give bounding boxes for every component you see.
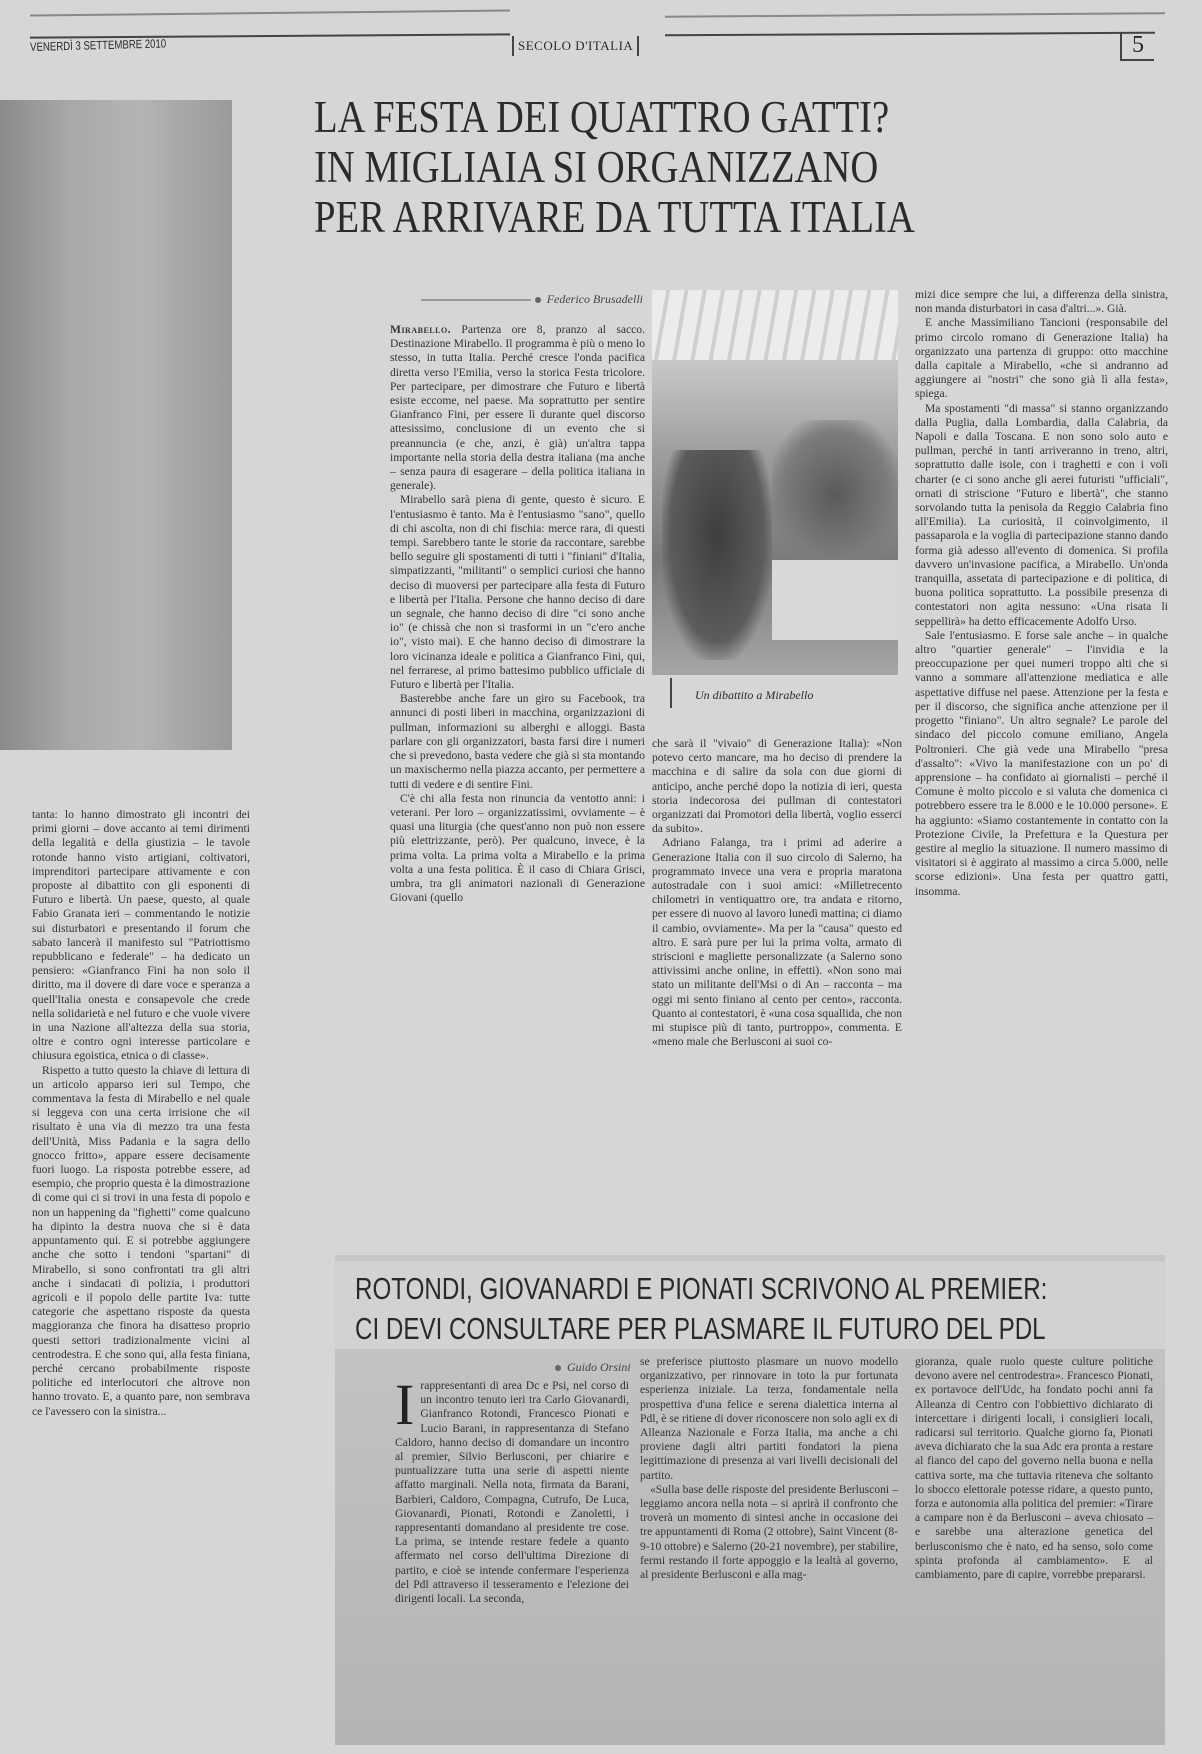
boxed-article-column-3 bbox=[915, 1355, 1153, 1582]
masthead-rule-top bbox=[30, 9, 510, 16]
paragraph: E anche Massimiliano Tancioni (responsabile del primo circolo romano di Generazione Italia) ha organizzato una partenza di gruppo: otto macchine dalla capitale a Mirabello, «che si andranno ad aggiungere ai "nostri" che sono già lì alla festa», spiega. bbox=[915, 316, 1168, 401]
boxed-article bbox=[335, 1255, 1165, 1745]
boxed-article-column-2 bbox=[640, 1355, 898, 1582]
byline bbox=[385, 292, 643, 307]
main-article-column-1 bbox=[390, 323, 645, 905]
boxed-article-header bbox=[335, 1261, 1165, 1349]
paper-name: SECOLO D'ITALIA bbox=[512, 36, 639, 56]
caption-rule bbox=[670, 678, 672, 708]
paragraph: Basterebbe anche fare un giro su Facebook, tra annunci di posti liberi in macchina, organizzazioni di pullman, informazioni su alberghi e alloggi. Basta parlare con gli organizzatori, basta farsi dire i numeri che si prevedono, basta vedere che già si sta montando un maxischermo nella piazza accanto, per permettere a tutti di vedere e di sentire Fini. bbox=[390, 692, 645, 791]
left-article-column bbox=[32, 808, 250, 1419]
photo-tent-roof bbox=[652, 290, 898, 360]
paragraph: Mirabello sarà piena di gente, questo è sicuro. E l'entusiasmo è tanto. Ma è l'entusiasmo "sano", quello di chi ascolta, non di chi fischia: merce rara, di questi tempi. Sarebbero tante le storie da raccontare, sarebbe bello seguire gli spostamenti di tutti i "finiani" d'Italia, simpatizzanti, "militanti" o semplici curiosi che hanno deciso di muoversi per partecipare alla festa di Futuro e libertà per l'Italia. Persone che hanno deciso di dare un segnale, che hanno deciso di dire "ci sono anche io" (e chissà che non si trasformi in un "c'ero anche io", visto mai). E che hanno deciso di dimostrare la loro vicinanza ideale e politica a Gianfranco Fini, qui, nel ferrarese, al primo battesimo pubblico ufficiale di Futuro e libertà per l'Italia. bbox=[390, 493, 645, 692]
paragraph: mizi dice sempre che lui, a differenza della sinistra, non manda disturbatori in casa d'altri...». Già. bbox=[915, 288, 1168, 316]
photo-speaker bbox=[662, 450, 772, 660]
paragraph: se preferisce piuttosto plasmare un nuovo modello organizzativo, per rinnovare in toto la pur fortunata esperienza iniziale. La terza, fondamentale nella prospettiva d'una felice e serena dialettica interna al Pdl, è se ritiene di dover riconoscere non solo agli ex di Alleanza Nazionale e Forza Italia, ma anche a chi proviene dagli altri partiti fondatori la piena legittimazione di presenza ai vari livelli decisionali del partito. bbox=[640, 1355, 898, 1482]
paragraph: Rispetto a tutto questo la chiave di lettura di un articolo apparso ieri sul Tempo, che commentava la festa di Mirabello e nel quale si leggeva con una certa irrisione che «il risultato è una via di mezzo tra una festa dell'Unità, Miss Padania e la sagra dello gnocco fritto», appare essere decisamente fuori luogo. La risposta potrebbe essere, ad esempio, che proprio questa è la dimostrazione di come qui ci si trovi in una festa di popolo e non un happening da "fighetti" come qualcuno ha dipinto la destra nuova che si è data appuntamento qui. E si potrebbe aggiungere anche che sotto i tendoni "spartani" di Mirabello, si sono confrontati tra gli altri anche i sindacati di polizia, i produttori agricoli e il popolo delle partite Iva: tutte categorie che aspettano risposte da questa maggioranza che finora ha disatteso proprio questi settori tradizionalmente vicini al centrodestra. E che sono qui, alla festa finiana, perché cercano probabilmente risposte politiche ed interlocutori che altrove non hanno trovato. E, a quanto pare, non sembrava ce l'avessero con la sinistra... bbox=[32, 1063, 250, 1418]
paragraph: C'è chi alla festa non rinuncia da ventotto anni: i veterani. Per loro – organizzatissimi, ovviamente – è quasi una liturgia (che quest'anno non può non essere più elettrizzante, però). Per qualcuno, invece, è la prima volta. La prima volta a Mirabello e la prima volta a una festa politica. È il caso di Chiara Grisci, umbra, tra gli animatori nazionali di Generazione Giovani (quello bbox=[390, 791, 645, 905]
headline-line: PER ARRIVARE DA TUTTA ITALIA bbox=[314, 192, 915, 242]
photo-caption: Un dibattito a Mirabello bbox=[695, 688, 814, 702]
left-photo bbox=[0, 100, 232, 750]
issue-date: VENERDÌ 3 SETTEMBRE 2010 bbox=[30, 36, 167, 54]
paragraph: Adriano Falanga, tra i primi ad aderire a Generazione Italia con il suo circolo di Salerno, ha programmato invece una vera e propria maratona autostradale con i suoi amici: «Milletrecento chilometri in ventiquattro ore, tra andata e ritorno, per essere di nuovo al lavoro lunedì mattina; ci diamo il cambio, ovviamente». Ma per la "causa" questo ed altro. E sarà pure per lui la prima volta, armato di striscioni e magliette personalizzate (a Salerno sono attivissimi anche online, in effetti). «Non sono mai stato un militante dell'Msi o di An – racconta – ma oggi mi sento finiano al cento per cento», racconta. Quanto ai contestatori, è «una cosa squallida, che non mi stupisce più di tanto, purtroppo», commenta. E «meno male che Berlusconi ai suoi co- bbox=[652, 836, 902, 1049]
bullet-icon bbox=[555, 1365, 561, 1371]
paragraph: che sarà il "vivaio" di Generazione Italia): «Non potevo certo mancare, ma ho deciso di prendere la macchina e di salire da sola con due giorni di anticipo, anche perché dopo la notizia di ieri, questa storia indecorosa dei pullman di contestatori organizzati dai Promotori della libertà, voglio esserci da subito». bbox=[652, 737, 902, 836]
main-headline bbox=[314, 92, 915, 242]
paragraph: Sale l'entusiasmo. E forse sale anche – in qualche altro "quartier generale" – l'invidia e la preoccupazione per quei numeri troppo alti che si vanno a sommare all'attenzione mediatica e alle aspettative diffuse nel paese. Attenzione per la festa e per il discorso, che significa anche attenzione per il progetto "finiano". Un altro segnale? Le parole del sindaco del piccolo comune emiliano, Angela Poltronieri. Che già vede una Mirabello "presa d'assalto": «Vivo la manifestazione con un po' di apprensione – ha confidato ai giornalisti – perché il Comune è molto piccolo e si valuta che domenica ci potrebbero essere tra le 8.000 e le 10.000 persone». E ha aggiunto: «Siamo costantemente in contatto con la Protezione Civile, la Prefettura e la Questura per gestire al meglio la situazione. Il numero massimo di visitatori si è aggirato al massimo a circa 5.000, nelle scorse edizioni». Una festa per quattro gatti, insomma. bbox=[915, 628, 1168, 898]
boxed-article-column-1 bbox=[395, 1372, 629, 1606]
main-article-column-2 bbox=[652, 737, 902, 1049]
drop-cap: I bbox=[395, 1372, 415, 1437]
headline-line: ROTONDI, GIOVANARDI E PIONATI SCRIVONO AL PREMIER: bbox=[355, 1271, 1048, 1306]
paragraph: Ma spostamenti "di massa" si stanno organizzando dalla Puglia, dalla Lombardia, dalla Calabria, da Napoli e dalla Toscana. E non sono solo auto e pullman, perché in tanti arriveranno in treno, altri, soprattutto dalle isole, con i traghetti e con i voli charter (e ci sono anche gli aerei futuristi "ufficiali", ornati di striscione "Futuro e libertà", che stanno sorvolando tutta la penisola da Reggio Calabria fino all'Emilia). La curiosità, il coinvolgimento, il passaparola e la voglia di partecipazione stanno dando forma già adesso all'evento di domenica. Si profila davvero un'invasione pacifica, a Mirabello. Un'onda tranquilla, assetata di partecipazione e di politica, di buona politica soprattutto. La possibile presenza di contestatori non agita nessuno: «Una risata li seppellirà» ha detto efficacemente Adolfo Urso. bbox=[915, 401, 1168, 628]
main-photo bbox=[652, 290, 898, 675]
paragraph: tanta: lo hanno dimostrato gli incontri dei primi giorni – dove accanto ai temi dirimenti della legalità e della giustizia – le tavole rotonde hanno visto artigiani, coltivatori, imprenditori partecipare attivamente e con proposte al dibattito con gli esponenti di Futuro e libertà. Un paese, questo, al quale Fabio Granata ieri – commentando le notizie sui disturbatori e presentando il forum che sabato lancerà il manifesto sul "Patriottismo repubblicano e federale" – ha dedicato un pensiero: «Gianfranco Fini ha non solo il diritto, ma il dovere di dare voce e speranza a quell'Italia onesta e consapevole che crede nella solidarietà e nel futuro e che vuole vivere in una Nazione all'altezza della sua storia, oltre e contro ogni interesse particolare e chiusura egoistica, etnica o di classe». bbox=[32, 808, 250, 1063]
bullet-icon bbox=[535, 297, 541, 303]
masthead-rule-top bbox=[665, 12, 1165, 17]
byline bbox=[555, 1360, 631, 1375]
paragraph: gioranza, quale ruolo queste culture politiche devono avere nel centrodestra». Francesco Pionati, ex portavoce dell'Udc, ha fondato pochi anni fa Alleanza di Centro con l'obbiettivo dichiarato di intercettare i dirigenti locali, i consiglieri locali, radicarsi sul territorio. Qualche giorno fa, Pionati aveva dichiarato che la sua Adc era pronta a restare al fianco del capo del governo nella buona e nella cattiva sorte, ma che tuttavia riteneva che soltanto lo sbocco elettorale potesse ridare, a questo punto, forza e autonomia alla politica del premier: «Tirare a campare non è da Berlusconi – aveva chiosato – e sarebbe una alterazione genetica del berlusconismo che è nato, ed ha senso, solo come spinta profonda al cambiamento». E al cambiamento, pare di capire, vorrebbe prepararsi. bbox=[915, 1355, 1153, 1582]
photo-table bbox=[772, 560, 898, 640]
dateline: Mirabello. bbox=[390, 323, 452, 336]
boxed-article-headline bbox=[355, 1269, 1047, 1349]
photo-crowd bbox=[772, 420, 898, 570]
headline-line: IN MIGLIAIA SI ORGANIZZANO bbox=[314, 142, 879, 192]
main-article-column-3 bbox=[915, 288, 1168, 899]
byline-author: Guido Orsini bbox=[567, 1360, 631, 1374]
page-number: 5 bbox=[1120, 32, 1154, 61]
headline-line: CI DEVI CONSULTARE PER PLASMARE IL FUTURO DEL PDL bbox=[355, 1311, 1046, 1346]
paragraph: Partenza ore 8, pranzo al sacco. Destinazione Mirabello. Il programma è più o meno lo stesso, in tutta Italia. Perché cresce l'onda pacifica diretta verso l'Emilia, verso la storica Festa tricolore. Per partecipare, per dimostrare che Futuro e libertà esiste eccome, nel paese. Ma soprattutto per sentire Gianfranco Fini, per essere lì durante quel discorso attesissimo, conclusione di un evento che si preannuncia (e che, anzi, è già) un'altra tappa importante nella storia della destra italiana (ma anche – senza paura di esagerare – della politica italiana in generale). bbox=[390, 323, 645, 493]
paragraph: «Sulla base delle risposte del presidente Berlusconi – leggiamo ancora nella nota – si aprirà il confronto che troverà un momento di sintesi anche in occasione dei tre appuntamenti di Roma (2 ottobre), Saint Vincent (8-9-10 ottobre) e Salerno (20-21 novembre), per stabilire, fermi restando il forte appoggio e la lealtà al governo, al presidente Berlusconi e alla mag- bbox=[640, 1482, 898, 1582]
byline-author: Federico Brusadelli bbox=[546, 292, 643, 306]
byline-rule bbox=[421, 299, 531, 301]
paragraph: rappresentanti di area Dc e Psi, nel corso di un incontro tenuto ieri tra Carlo Giovanardi, Gianfranco Rotondi, Francesco Pionati e Lucio Barani, in rappresentanza di Stefano Caldoro, hanno deciso di domandare un incontro al premier, Silvio Berlusconi, per chiarire e puntualizzare tutta una serie di aspetti niente affatto marginali. Nella nota, firmata da Barani, Barbieri, Caldoro, Compagna, Cutrufo, De Luca, Giovanardi, Pionati, Rotondi e Zanoletti, i rappresentanti domandano al presidente tre cose. La prima, se intende restare fedele a quanto affermato nel corso dell'ultima Direzione di partito, e cioè se intende confermare l'esperienza del Pdl attraverso il tesseramento e l'elezione dei dirigenti locali. La seconda, bbox=[395, 1379, 629, 1606]
headline-line: LA FESTA DEI QUATTRO GATTI? bbox=[314, 92, 890, 142]
masthead-rule bbox=[665, 32, 1155, 37]
